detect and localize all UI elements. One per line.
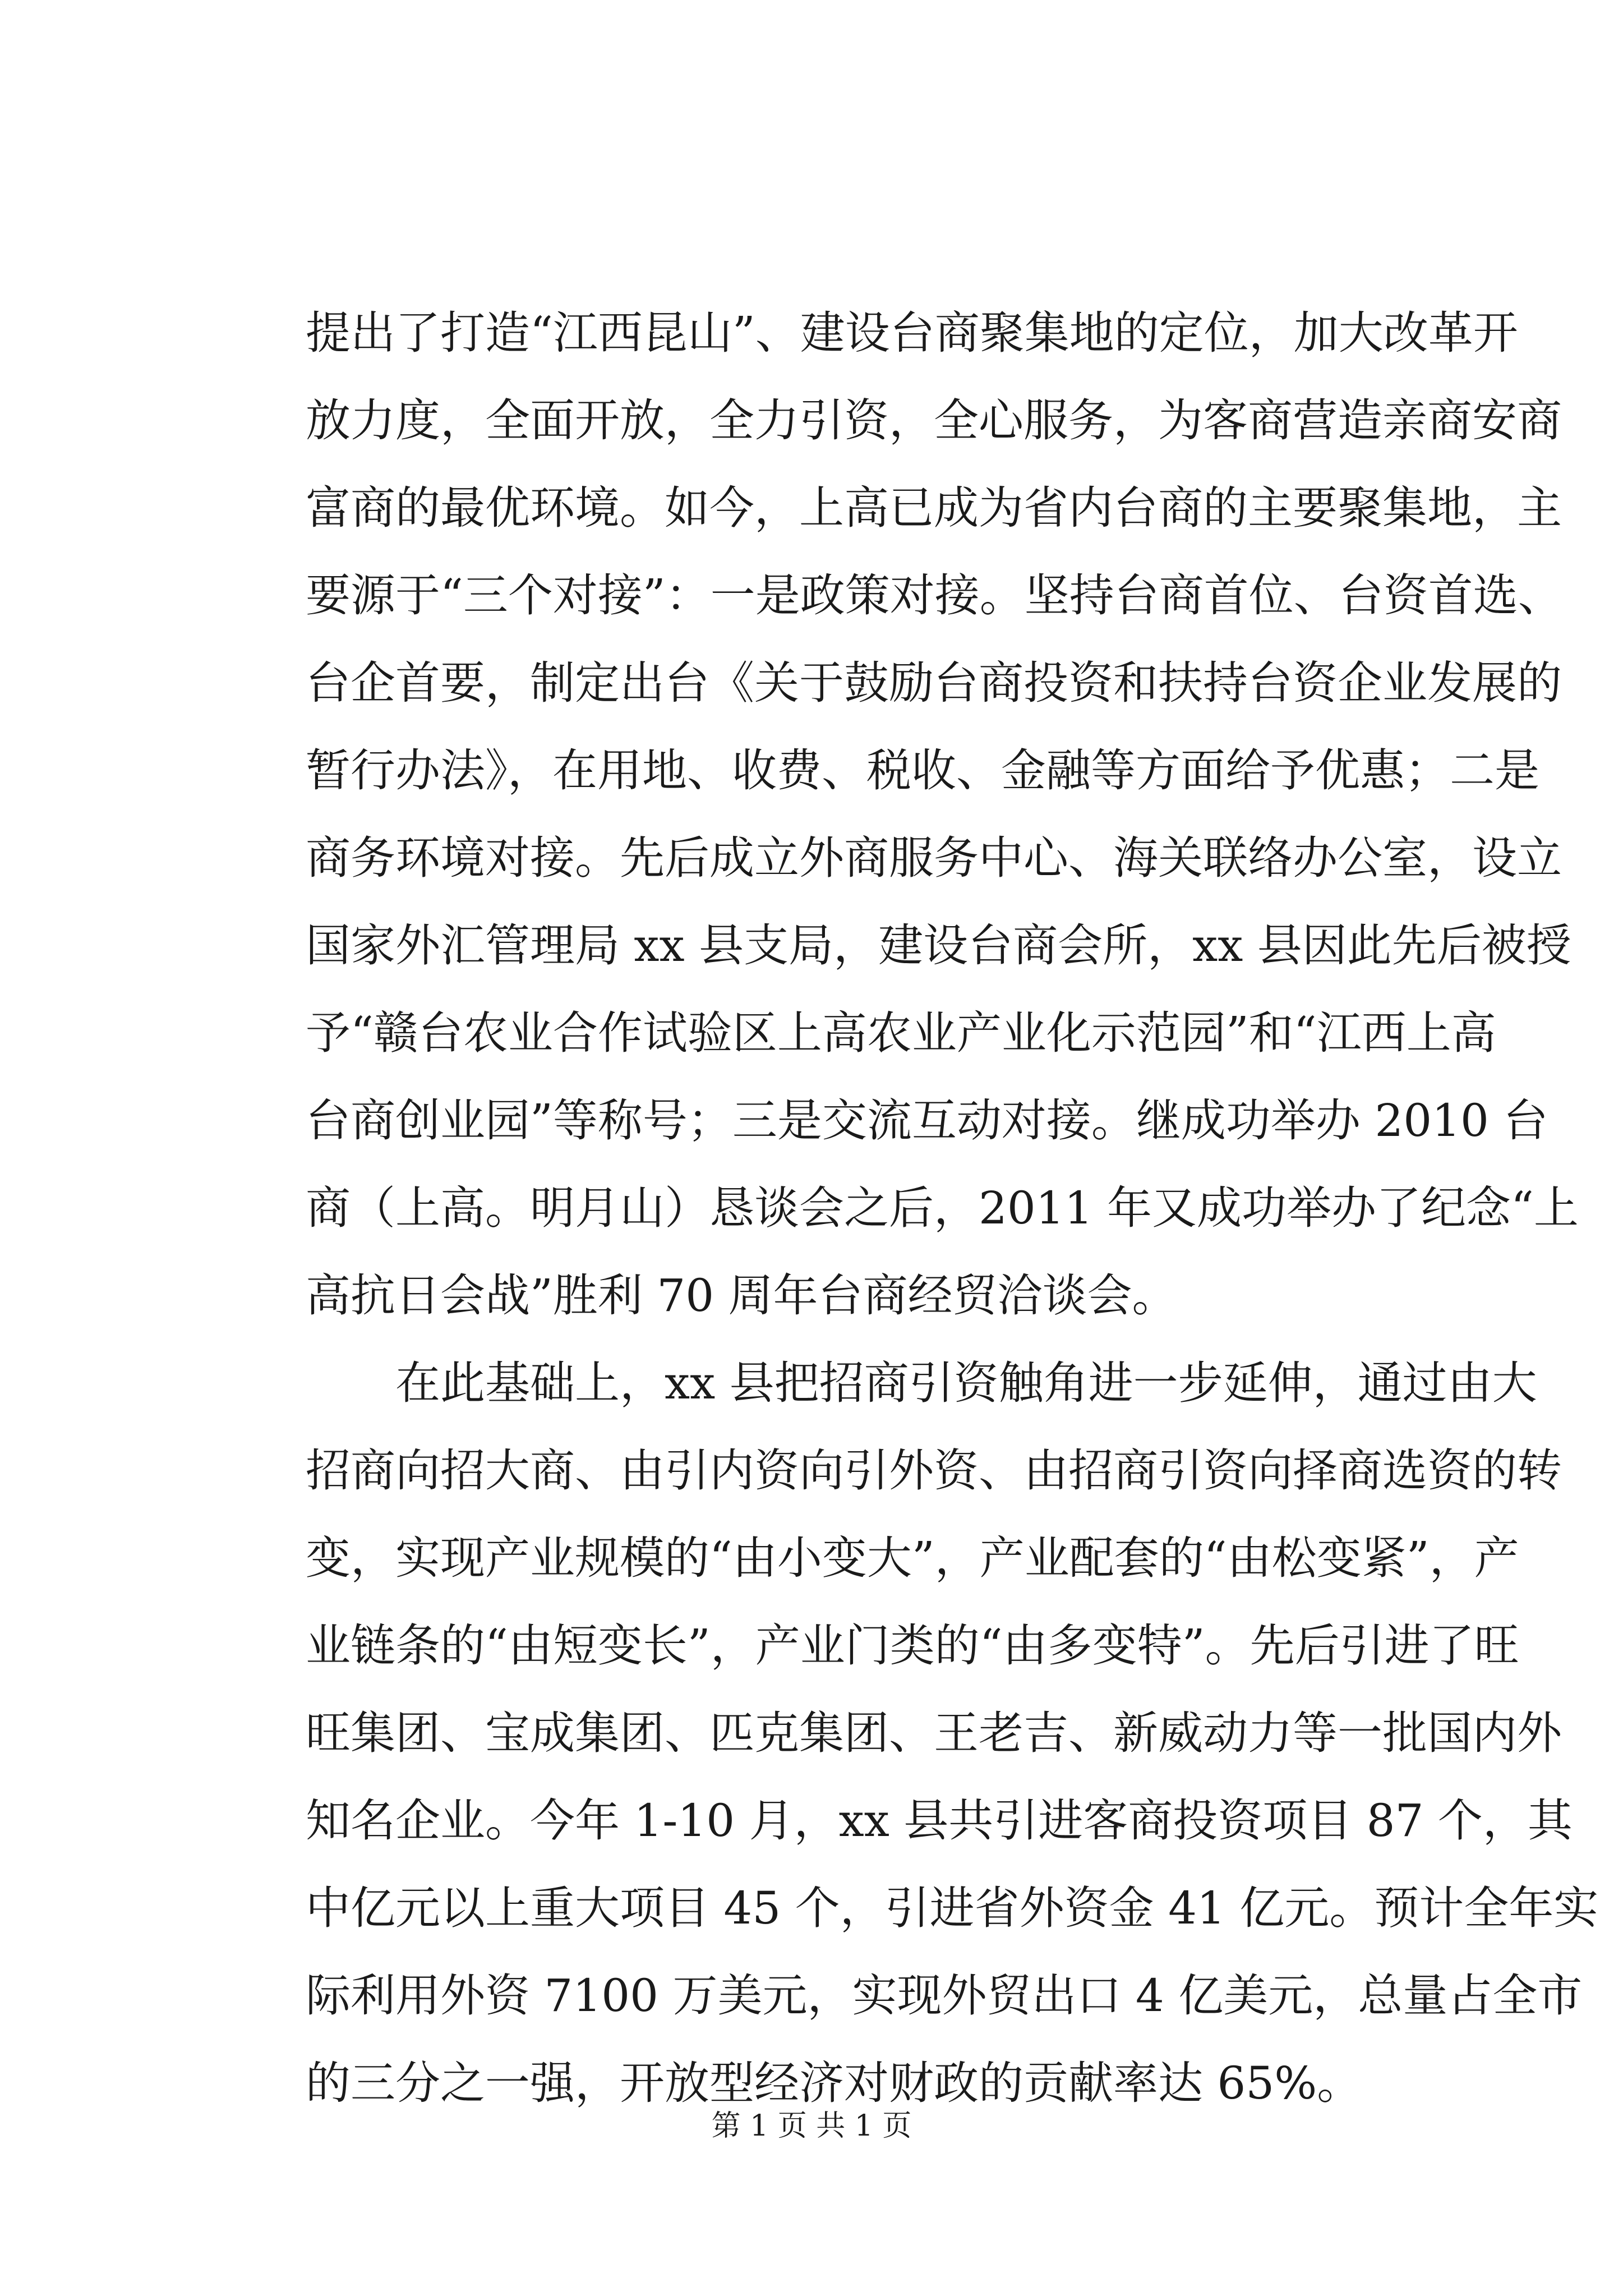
text-line: 际利用外资 7100 万美元，实现外贸出口 4 亿美元，总量占全市 xyxy=(306,1970,1583,2022)
text-line: 变，实现产业规模的“由小变大”，产业配套的“由松变紧”，产 xyxy=(306,1532,1519,1584)
text-line: 予“赣台农业合作试验区上高农业产业化示范园”和“江西上高 xyxy=(306,1007,1496,1059)
text-line: 台商创业园”等称号；三是交流互动对接。继成功举办 2010 台 xyxy=(306,1094,1548,1147)
paragraph-1 xyxy=(306,289,1579,1340)
text-line: 富商的最优环境。如今，上高已成为省内台商的主要聚集地，主 xyxy=(306,482,1562,534)
text-line: 知名企业。今年 1-10 月，xx 县共引进客商投资项目 87 个，其 xyxy=(306,1795,1573,1847)
text-line: 提出了打造“江西昆山”、建设台商聚集地的定位，加大改革开 xyxy=(306,307,1518,359)
paragraph-2 xyxy=(306,1340,1599,2127)
text-line: 招商向招大商、由引内资向引外资、由招商引资向择商选资的转 xyxy=(306,1444,1562,1497)
text-line: 中亿元以上重大项目 45 个，引进省外资金 41 亿元。预计全年实 xyxy=(306,1882,1599,1934)
text-line: 放力度，全面开放，全力引资，全心服务，为客商营造亲商安商 xyxy=(306,394,1562,447)
page-footer: 第 1 页 共 1 页 xyxy=(711,2109,912,2143)
text-line: 高抗日会战”胜利 70 周年台商经贸洽谈会。 xyxy=(306,1269,1177,1322)
text-line: 业链条的“由短变长”，产业门类的“由多变特”。先后引进了旺 xyxy=(306,1619,1519,1672)
text-line: 商（上高。明月山）恳谈会之后，2011 年又成功举办了纪念“上 xyxy=(306,1182,1579,1234)
text-line: 国家外汇管理局 xx 县支局，建设台商会所，xx 县因此先后被授 xyxy=(306,919,1571,972)
text-line: 要源于“三个对接”：一是政策对接。坚持台商首位、台资首选、 xyxy=(306,569,1563,622)
text-line: 暂行办法》，在用地、收费、税收、金融等方面给予优惠；二是 xyxy=(306,744,1539,797)
text-line: 在此基础上，xx 县把招商引资触角进一步延伸，通过由大 xyxy=(306,1357,1537,1409)
text-line: 商务环境对接。先后成立外商服务中心、海关联络办公室，设立 xyxy=(306,832,1562,884)
text-line: 的三分之一强，开放型经济对财政的贡献率达 65%。 xyxy=(306,2057,1362,2109)
body-text xyxy=(306,289,1599,2127)
text-line: 台企首要，制定出台《关于鼓励台商投资和扶持台资企业发展的 xyxy=(306,657,1562,709)
text-line: 旺集团、宝成集团、匹克集团、王老吉、新威动力等一批国内外 xyxy=(306,1707,1562,1759)
